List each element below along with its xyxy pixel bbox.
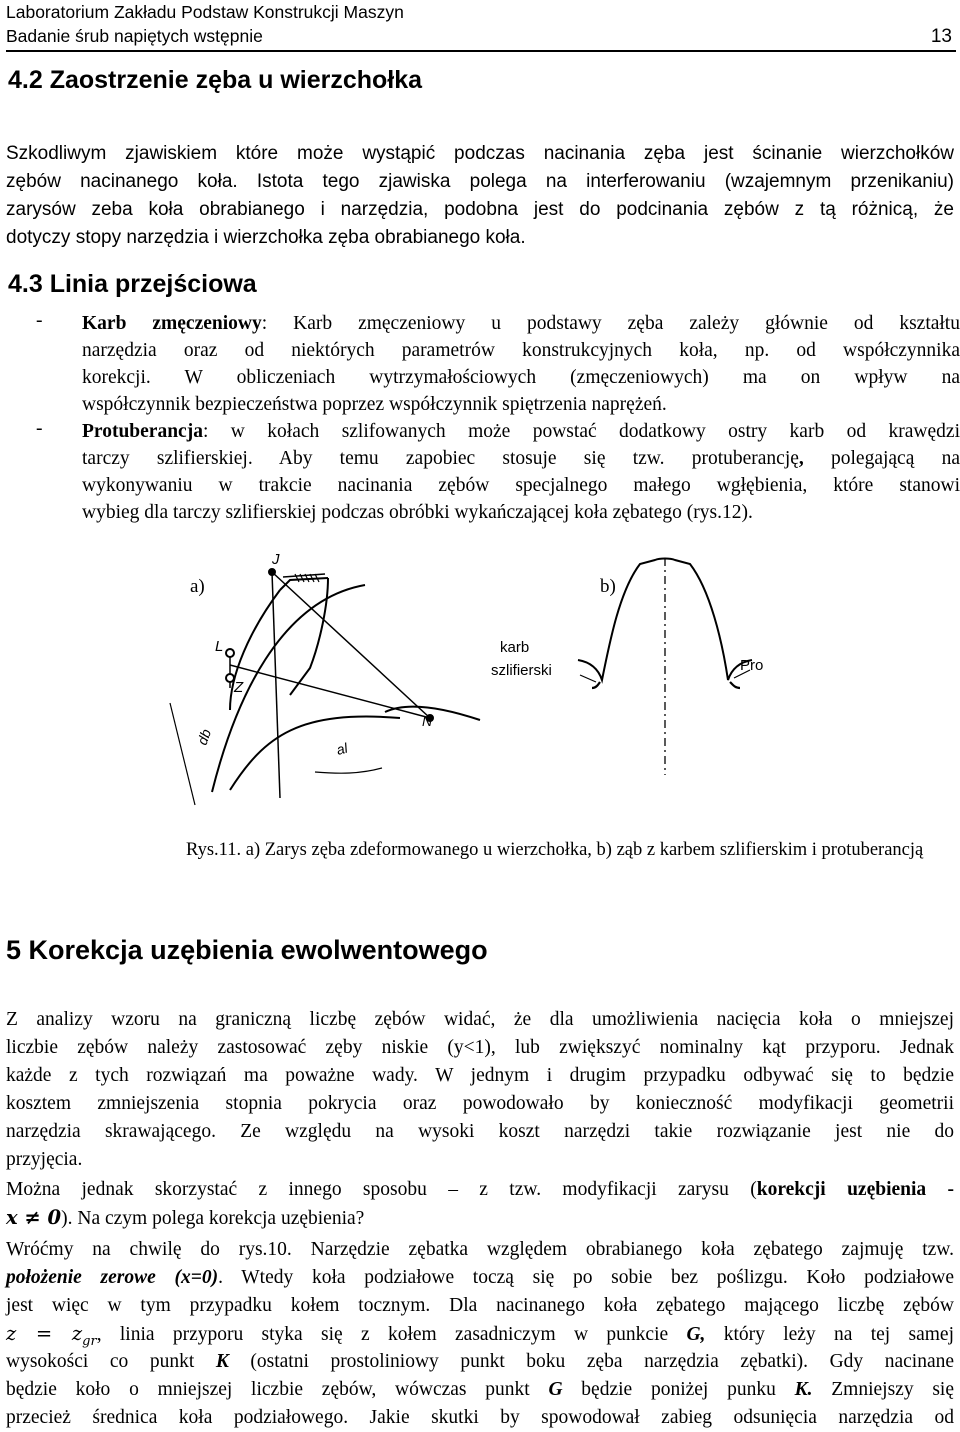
- figure-a-label-J: J: [272, 551, 280, 568]
- header-line-1: Laboratorium Zakładu Podstaw Konstrukcji Maszyn: [6, 2, 404, 22]
- list-line: korekcji. W obliczeniach wytrzymałościowych (zmęczeniowych) ma on wpływ na: [82, 367, 960, 388]
- emphasis-zero-position: położenie zerowe (x=0): [6, 1267, 219, 1288]
- list-line: wykonywaniu w trakcie nacinania zębów specjalnego małego wgłębienia, które stanowi: [82, 475, 960, 496]
- list-line: wybieg dla tarczy szlifierskiej podczas obróbki wykańczającej koła zębatego (rys.12).: [82, 502, 753, 523]
- paragraph-line: zębów nacinanego koła. Istota tego zjawiska polega na interferowaniu (wzajemnym przenikaniu): [6, 171, 954, 192]
- list-item-karb: Karb zmęczeniowy: Karb zmęczeniowy u podstawy zęba zależy głównie od kształtu narzędzia oraz od niektórych parametrów konstrukcyjnych koła, np. od współczynnika korekcji. W obliczeniach wytrzymałościowych (zmęczeniowych) ma on wpływ na współczynnik bezpieczeństwa poprzez współczynnik spiętrzenia naprężeń.: [82, 310, 960, 418]
- figure-a-label-L: L: [215, 638, 224, 655]
- list-line: współczynnik bezpieczeństwa poprzez współczynnik spiętrzenia naprężeń.: [82, 394, 667, 415]
- paragraph-line: Wróćmy na chwilę do rys.10. Narzędzie zębatka względem obrabianego koła zębatego zajmuję tzw.: [6, 1239, 954, 1260]
- figure-a-label-Z: Z: [234, 679, 244, 696]
- list-item-protuberancja: Protuberancja: w kołach szlifowanych może powstać dodatkowy ostry karb od krawędzi tarczy szlifierskiej. Aby temu zapobiec stosuje się tzw. protuberancję, polegającą na wykonywaniu w trakcie nacinania zębów specjalnego małego wgłębienia, które stanowi wybieg dla tarczy szlifierskiej podczas obróbki wykańczającej koła zębatego (rys.12).: [82, 418, 960, 526]
- figure-label-b: b): [600, 576, 616, 597]
- paragraph-line: dotyczy stopy narzędzia i wierzchołka zęba obrabianego koła.: [6, 227, 526, 248]
- list-line: narzędzia oraz od niektórych parametrów konstrukcyjnych koła, np. od współczynnika: [82, 340, 960, 361]
- header-rule: [6, 50, 956, 52]
- header-line-2: Badanie śrub napiętych wstępnie: [6, 26, 263, 46]
- paragraph-line: narzędzia skrawającego. Ze względu na wysoki koszt narzędzi takie rozwiązanie jest nie do: [6, 1121, 954, 1142]
- paragraph-line: przyjęcia.: [6, 1149, 83, 1170]
- section-5-title: 5 Korekcja uzębienia ewolwentowego: [6, 935, 488, 965]
- figure-a-label-N: N: [422, 713, 433, 729]
- page-number: 13: [930, 26, 952, 47]
- paragraph-line: kosztem zmniejszenia stopnia pokrycia oraz powodowało by konieczność modyfikacji geometrii: [6, 1093, 954, 1114]
- list-dash: -: [36, 310, 43, 331]
- paragraph-line: przecież średnica koła podziałowego. Jakie skutki by spowodował zabieg odsunięcia narzędzia od: [6, 1407, 954, 1428]
- section-4-3-title: 4.3 Linia przejściowa: [8, 270, 257, 298]
- paragraph-line: Z analizy wzoru na graniczną liczbę zębów widać, że dla umożliwienia nacięcia koła o mniejszej: [6, 1009, 954, 1030]
- page-header: [6, 0, 954, 48]
- figure-b-label-pro: Pro: [740, 657, 764, 674]
- paragraph-line: Szkodliwym zjawiskiem które może wystąpić podczas nacinania zęba jest ścinanie wierzchołków: [6, 143, 954, 164]
- paragraph-line: jest więc w tym przypadku kołem tocznym. Dla nacinanego koła zębatego mającego liczbę zębów: [6, 1295, 954, 1316]
- math-x-neq-0: x ≠ 0: [6, 1206, 62, 1229]
- paragraph-line: liczbie zębów należy zastosować zęby niskie (y<1), lub zwiększyć nominalny kąt przyporu. Jednak: [6, 1037, 954, 1058]
- section-5-paragraph-2: Można jednak skorzystać z innego sposobu – z tzw. modyfikacji zarysu (korekcji uzębienia - x ≠ 0). Na czym polega korekcja uzębienia?: [6, 1179, 954, 1229]
- figure-tooth-profiles: [150, 550, 810, 840]
- paragraph-line: zarysów zeba koła obrabianego i narzędzia, podobna jest do podcinania zębów z tą różnicą, że: [6, 199, 954, 220]
- list-dash: -: [36, 418, 43, 439]
- figure-a-drawing: [170, 569, 480, 805]
- figure-label-a: a): [190, 576, 205, 597]
- section-4-2-paragraph: [6, 140, 954, 252]
- term-protuberancja: Protuberancja: [82, 421, 203, 442]
- paragraph-line: każde z tych rozwiązań ma poważne wady. W jednym i drugim przypadku odbywać się to będzie: [6, 1065, 954, 1086]
- figure-a-label-db: db: [193, 726, 215, 748]
- term-karb: Karb zmęczeniowy: [82, 313, 262, 334]
- figure-caption: Rys.11. a) Zarys zęba zdeformowanego u wierzchołka, b) ząb z karbem szlifierskim i protuberancją: [186, 840, 924, 860]
- section-5-paragraph-1: [6, 1006, 954, 1174]
- section-5-paragraph-3: Wróćmy na chwilę do rys.10. Narzędzie zębatka względem obrabianego koła zębatego zajmuję tzw. położenie zerowe (x=0). Wtedy koła podziałowe toczą się po sobie bez poślizgu. Koło podziałowe jest więc w tym przypadku kołem tocznym. Dla nacinanego koła zębatego mającego liczbę zębów $z = z_{gr}$, linia przyporu styka się z kołem zasadniczym w punkcie G, który leży na tej samej wysokości co punkt K (ostatni prostoliniowy punkt boku zęba narzędzia zębatki). Gdy nacinane będzie koło o mniejszej liczbie zębów, wówczas punkt G będzie poniżej punku K. Zmniejszy się przecież średnica koła podziałowego. Jakie skutki by spowodował zabieg odsunięcia narzędzia od: [6, 1236, 954, 1432]
- section-4-2-title: 4.2 Zaostrzenie zęba u wierzchołka: [8, 66, 423, 94]
- figure-b-label-szlifierski: szlifierski: [491, 662, 552, 679]
- figure-a-label-al: al: [334, 739, 350, 758]
- figure-b-label-karb: karb: [500, 639, 530, 656]
- math-z-equals-zgr: $z = z_{gr}$: [6, 1322, 97, 1349]
